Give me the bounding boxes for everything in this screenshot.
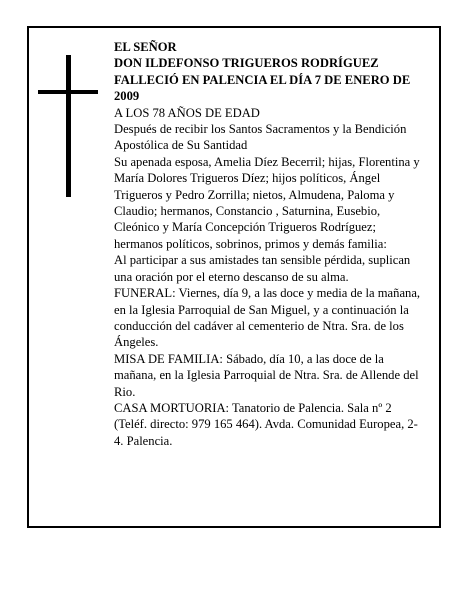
age-line: A LOS 78 AÑOS DE EDAD bbox=[114, 105, 260, 120]
death-statement: FALLECIÓ EN PALENCIA EL DÍA 7 DE ENERO DE 2009 bbox=[114, 72, 411, 104]
request-paragraph: Al participar a sus amistades tan sensible pérdida, suplican una oración por el eterno descanso de su alma. bbox=[114, 253, 411, 284]
family-mass-paragraph: MISA DE FAMILIA: Sábado, día 10, a las doce de la mañana, en la Iglesia Parroquial de Ntra. Sra. de Allende del Rio. bbox=[114, 351, 419, 399]
family-paragraph: Su apenada esposa, Amelia Díez Becerril; hijas, Florentina y María Dolores Trigueros Díez; hijos políticos, Ángel Trigueros y Pedro Zorrilla; nietos, Almudena, Paloma y Claudio; hermanos, Constancio , Saturnina, Eusebio, Cleónico y María Concepción Trigueros Rodríguez; hermanos políticos, sobrinos, primos y demás familia: bbox=[114, 154, 420, 251]
funeral-home-paragraph: CASA MORTUORIA: Tanatorio de Palencia. Sala nº 2 (Teléf. directo: 979 165 464). Avda. Comunidad Europea, 2-4. Palencia. bbox=[114, 400, 418, 448]
cross-icon bbox=[66, 55, 71, 197]
sacraments-paragraph: Después de recibir los Santos Sacramentos y la Bendición Apostólica de Su Santidad bbox=[114, 122, 407, 153]
cross-icon-bar bbox=[38, 90, 98, 94]
funeral-paragraph: FUNERAL: Viernes, día 9, a las doce y media de la mañana, en la Iglesia Parroquial de San Miguel, y a continuación la conducción del cadáver al cementerio de Ntra. Sra. de los Ángeles. bbox=[114, 286, 421, 350]
obituary-text bbox=[114, 39, 426, 449]
deceased-name: DON ILDEFONSO TRIGUEROS RODRÍGUEZ bbox=[114, 56, 379, 71]
title-honorific: EL SEÑOR bbox=[114, 40, 177, 54]
